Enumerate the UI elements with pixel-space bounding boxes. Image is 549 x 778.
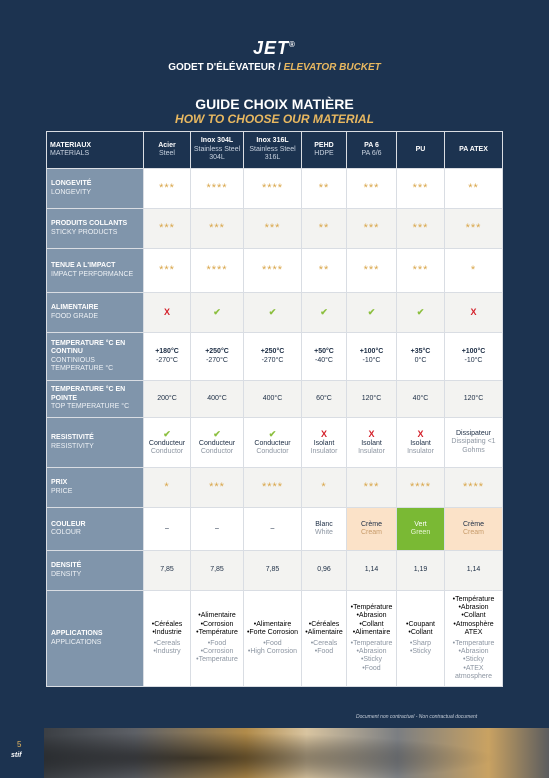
star-rating: ***: [363, 480, 380, 493]
cross-icon: X: [368, 428, 375, 439]
temperature-cell: 60°C: [302, 381, 347, 418]
star-rating: **: [318, 221, 330, 234]
header-inox-316l: Inox 316L Stainless Steel 316L: [244, 132, 302, 169]
applications-cell: •Alimentaire •Forte Corrosion •Food •High Corrosion: [244, 591, 302, 687]
food-grade-cell: [397, 293, 445, 333]
applications-cell: •Coupant •Collant •Sharp •Sticky: [397, 591, 445, 687]
star-rating: ***: [159, 181, 175, 194]
applications-cell: •Température •Abrasion •Collant •Atmosphère ATEX •Temperature •Abrasion •Sticky •ATEX atmosphere: [445, 591, 503, 687]
star-rating: ***: [363, 263, 380, 276]
rating-cell: [244, 169, 302, 209]
row-label: COULEUR COLOUR: [47, 508, 144, 551]
density-cell: 7,85: [144, 551, 191, 591]
rating-cell: [244, 209, 302, 249]
rating-cell: [144, 468, 191, 508]
applications-cell: •Température •Abrasion •Collant •Alimentaire •Temperature •Abrasion •Sticky •Food: [347, 591, 397, 687]
colour-cell-green: Vert Green: [397, 508, 445, 551]
row-continuous-temperature: [47, 333, 503, 381]
temperature-cell: +180°C -270°C: [144, 333, 191, 381]
food-grade-cell: [302, 293, 347, 333]
header-pehd: PEHD HDPE: [302, 132, 347, 169]
header-pa6: PA 6 PA 6/6: [347, 132, 397, 169]
rating-cell: [191, 468, 244, 508]
star-rating: *: [321, 480, 327, 493]
guide-title: GUIDE CHOIX MATIÈRE: [195, 96, 354, 112]
row-label: DENSITÉ DENSITY: [47, 551, 144, 591]
resistivity-cell: X Isolant Insulator: [302, 418, 347, 468]
density-cell: 7,85: [244, 551, 302, 591]
rating-cell: [445, 169, 503, 209]
row-label: TEMPERATURE °C EN POINTE TOP TEMPERATURE °C: [47, 381, 144, 418]
cross-icon: X: [320, 428, 327, 439]
rating-cell: [347, 468, 397, 508]
star-rating: ***: [363, 221, 380, 234]
check-icon: ✔: [320, 307, 328, 318]
rating-cell: [445, 468, 503, 508]
colour-cell-cream: Crème Cream: [347, 508, 397, 551]
star-rating: ***: [363, 181, 380, 194]
resistivity-cell: ✔ Conducteur Conductor: [144, 418, 191, 468]
star-rating: ****: [261, 480, 284, 493]
star-rating: ***: [465, 221, 482, 234]
rating-cell: [244, 468, 302, 508]
density-cell: 0,96: [302, 551, 347, 591]
company-logo: stif: [11, 752, 22, 759]
density-cell: 1,14: [445, 551, 503, 591]
temperature-cell: +250°C -270°C: [191, 333, 244, 381]
star-rating: ***: [412, 221, 429, 234]
row-colour: [47, 508, 503, 551]
temperature-cell: +35°C 0°C: [397, 333, 445, 381]
row-peak-temperature: [47, 381, 503, 418]
star-rating: ****: [462, 480, 485, 493]
rating-cell: [144, 209, 191, 249]
star-rating: ****: [261, 263, 284, 276]
row-label: TEMPERATURE °C EN CONTINU CONTINIOUS TEMPERATURE °C: [47, 333, 144, 381]
rating-cell: [445, 209, 503, 249]
star-rating: ***: [209, 480, 225, 493]
star-rating: *: [164, 480, 170, 493]
density-cell: 7,85: [191, 551, 244, 591]
temperature-cell: +100°C -10°C: [347, 333, 397, 381]
temperature-cell: 120°C: [445, 381, 503, 418]
resistivity-cell: X Isolant Insulator: [347, 418, 397, 468]
temperature-cell: 120°C: [347, 381, 397, 418]
rating-cell: [302, 169, 347, 209]
page-number: 5: [17, 740, 22, 749]
check-icon: ✔: [268, 428, 277, 439]
rating-cell: [397, 249, 445, 293]
row-impact: [47, 249, 503, 293]
colour-cell: –: [191, 508, 244, 551]
check-icon: ✔: [213, 307, 221, 318]
check-icon: ✔: [163, 428, 171, 439]
check-icon: ✔: [213, 428, 221, 439]
row-applications: [47, 591, 503, 687]
product-subtitle: GODET D'ÉLÉVATEUR / ELEVATOR BUCKET: [168, 62, 381, 73]
row-longevity: [47, 169, 503, 209]
row-label: RESISTIVITÉ RESISTIVITY: [47, 418, 144, 468]
rating-cell: [445, 249, 503, 293]
header-pu: PU: [397, 132, 445, 169]
temperature-cell: 200°C: [144, 381, 191, 418]
colour-cell: –: [144, 508, 191, 551]
temperature-cell: +50°C -40°C: [302, 333, 347, 381]
food-grade-cell: [144, 293, 191, 333]
star-rating: *: [470, 263, 477, 276]
cross-icon: X: [417, 428, 424, 439]
brand-logo: JET®: [253, 38, 296, 58]
row-label: PRIX PRICE: [47, 468, 144, 508]
check-icon: ✔: [416, 307, 425, 318]
row-sticky-products: [47, 209, 503, 249]
row-density: [47, 551, 503, 591]
check-icon: ✔: [367, 307, 376, 318]
cross-icon: X: [470, 307, 477, 318]
cross-icon: X: [163, 307, 170, 318]
rating-cell: [347, 249, 397, 293]
row-label: ALIMENTAIRE FOOD GRADE: [47, 293, 144, 333]
star-rating: ****: [206, 263, 228, 276]
resistivity-cell: ✔ Conducteur Conductor: [191, 418, 244, 468]
resistivity-cell: ✔ Conducteur Conductor: [244, 418, 302, 468]
colour-cell-white: Blanc White: [302, 508, 347, 551]
applications-cell: •Céréales •Alimentaire •Cereals •Food: [302, 591, 347, 687]
guide-subtitle: HOW TO CHOOSE OUR MATERIAL: [175, 112, 374, 126]
rating-cell: [302, 249, 347, 293]
rating-cell: [302, 209, 347, 249]
density-cell: 1,19: [397, 551, 445, 591]
star-rating: ***: [209, 221, 225, 234]
row-resistivity: [47, 418, 503, 468]
rating-cell: [397, 169, 445, 209]
temperature-cell: 40°C: [397, 381, 445, 418]
table-header-row: [47, 132, 503, 169]
rating-cell: [191, 169, 244, 209]
star-rating: ***: [412, 263, 429, 276]
food-grade-cell: [191, 293, 244, 333]
density-cell: 1,14: [347, 551, 397, 591]
temperature-cell: 400°C: [244, 381, 302, 418]
temperature-cell: +100°C -10°C: [445, 333, 503, 381]
header-materials: MATERIAUX MATERIALS: [47, 132, 144, 169]
header-pa-atex: PA ATEX: [445, 132, 503, 169]
rating-cell: [347, 209, 397, 249]
rating-cell: [191, 209, 244, 249]
food-grade-cell: [347, 293, 397, 333]
temperature-cell: +250°C -270°C: [244, 333, 302, 381]
colour-cell: –: [244, 508, 302, 551]
rating-cell: [347, 169, 397, 209]
rating-cell: [302, 468, 347, 508]
temperature-cell: 400°C: [191, 381, 244, 418]
star-rating: ****: [206, 181, 228, 194]
resistivity-cell: X Isolant Insulator: [397, 418, 445, 468]
applications-cell: •Céréales •Industrie •Cereals •Industry: [144, 591, 191, 687]
star-rating: ***: [264, 221, 281, 234]
star-rating: **: [318, 181, 330, 194]
resistivity-cell: Dissipateur Dissipating <1 Gohms: [445, 418, 503, 468]
row-label: PRODUITS COLLANTS STICKY PRODUCTS: [47, 209, 144, 249]
star-rating: **: [468, 181, 479, 194]
star-rating: **: [318, 263, 330, 276]
colour-cell-cream: Crème Cream: [445, 508, 503, 551]
food-grade-cell: [244, 293, 302, 333]
check-icon: ✔: [268, 307, 277, 318]
header-steel: Acier Steel: [144, 132, 191, 169]
food-grade-cell: [445, 293, 503, 333]
rating-cell: [191, 249, 244, 293]
rating-cell: [244, 249, 302, 293]
star-rating: ****: [409, 480, 432, 493]
row-label: LONGEVITÉ LONGEVITY: [47, 169, 144, 209]
row-label: TENUE A L'IMPACT IMPACT PERFORMANCE: [47, 249, 144, 293]
row-price: [47, 468, 503, 508]
rating-cell: [397, 468, 445, 508]
star-rating: ***: [159, 263, 175, 276]
rating-cell: [144, 249, 191, 293]
machinery-photo: [44, 728, 549, 778]
material-guide-table: [46, 131, 503, 687]
star-rating: ***: [159, 221, 175, 234]
disclaimer-note: Document non contractuel - Non contractual document: [356, 714, 478, 720]
row-food-grade: [47, 293, 503, 333]
header-inox-304l: Inox 304L Stainless Steel 304L: [191, 132, 244, 169]
rating-cell: [144, 169, 191, 209]
row-label: APPLICATIONS APPLICATIONS: [47, 591, 144, 687]
applications-cell: •Alimentaire •Corrosion •Température •Food •Corrosion •Temperature: [191, 591, 244, 687]
rating-cell: [397, 209, 445, 249]
star-rating: ***: [412, 181, 429, 194]
star-rating: ****: [261, 181, 284, 194]
